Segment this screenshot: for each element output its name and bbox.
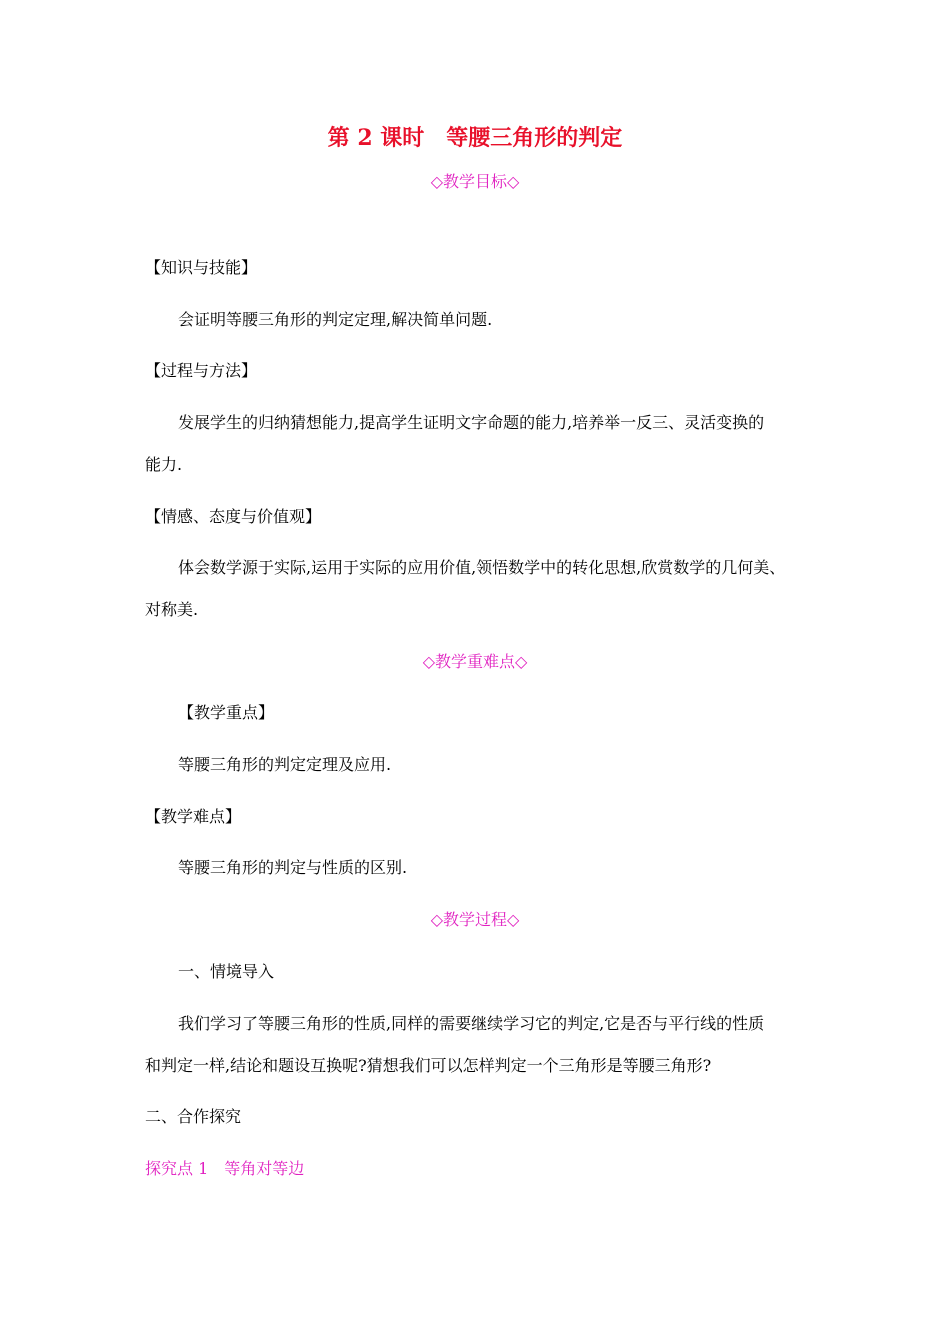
emotion-text-line2: 对称美. [145, 600, 199, 619]
emotion-text-line1: 体会数学源于实际,运用于实际的应用价值,领悟数学中的转化思想,欣赏数学的几何美、 [178, 558, 786, 577]
explore-heading: 二、合作探究 [145, 1107, 242, 1126]
emotion-heading: 【情感、态度与价值观】 [145, 507, 322, 526]
section-heading-process: ◇教学过程◇ [430, 910, 520, 929]
intro-heading: 一、情境导入 [178, 962, 275, 981]
knowledge-heading: 【知识与技能】 [145, 258, 258, 277]
section-heading-keypoints: ◇教学重难点◇ [422, 652, 528, 671]
difficulty-text: 等腰三角形的判定与性质的区别. [178, 858, 408, 877]
section-heading-goals: ◇教学目标◇ [430, 172, 520, 191]
process-text-line1: 发展学生的归纳猜想能力,提高学生证明文字命题的能力,培养举一反三、灵活变换的 [178, 413, 765, 432]
knowledge-text: 会证明等腰三角形的判定定理,解决简单问题. [178, 310, 493, 329]
intro-text-line1: 我们学习了等腰三角形的性质,同样的需要继续学习它的判定,它是否与平行线的性质 [178, 1014, 765, 1033]
explore-point-1: 探究点 1 等角对等边 [145, 1159, 305, 1178]
process-text-line2: 能力. [145, 455, 183, 474]
key-text: 等腰三角形的判定定理及应用. [178, 755, 392, 774]
difficulty-heading: 【教学难点】 [145, 807, 242, 826]
page-title: 第 2 课时 等腰三角形的判定 [327, 125, 623, 151]
key-heading: 【教学重点】 [178, 703, 275, 722]
intro-text-line2: 和判定一样,结论和题设互换呢?猜想我们可以怎样判定一个三角形是等腰三角形? [145, 1056, 712, 1075]
process-heading: 【过程与方法】 [145, 361, 258, 380]
